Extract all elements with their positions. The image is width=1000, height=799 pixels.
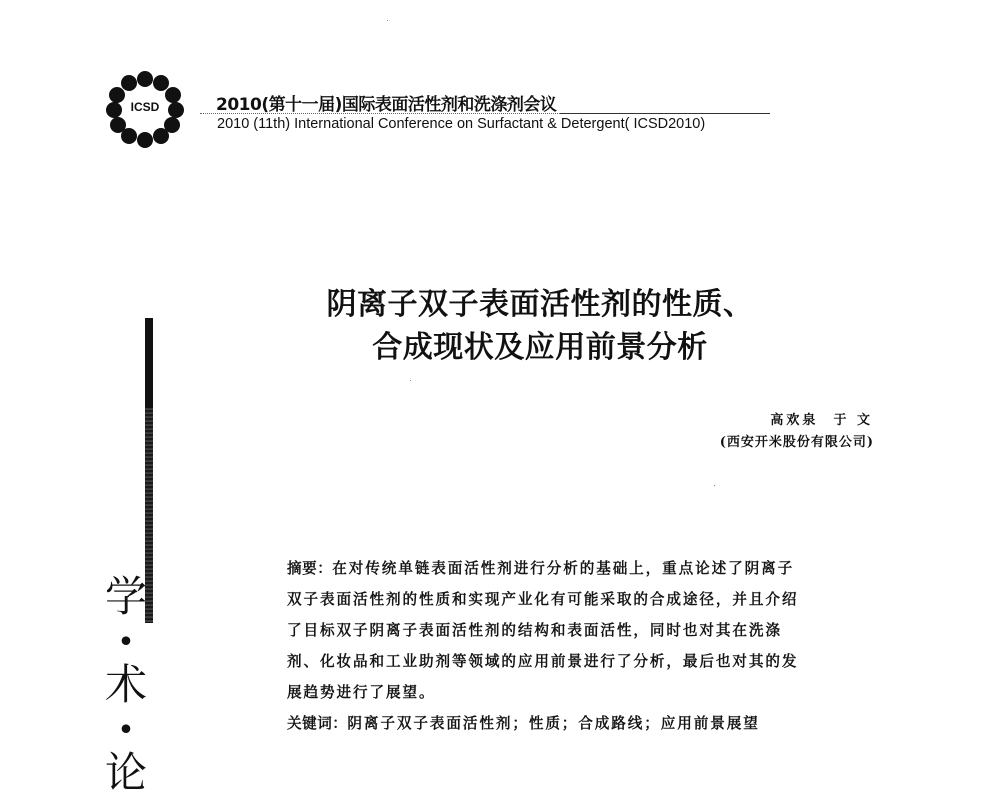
icsd-logo — [104, 70, 186, 148]
scan-speck — [714, 485, 715, 486]
side-label-char-3: 论 — [104, 748, 147, 797]
side-label-char-1: 学 — [104, 572, 147, 621]
abstract-block — [287, 553, 803, 739]
conference-title-en: 2010 (11th) International Conference on Surfactant & Detergent( ICSD2010) — [217, 116, 706, 132]
scan-speck — [387, 20, 388, 21]
logo-text: ICSD — [130, 100, 160, 114]
side-label-separator-2: • — [117, 713, 135, 748]
author-affiliation: (西安开米股份有限公司) — [719, 435, 874, 450]
conference-title-cn: 2010(第十一届)国际表面活性剂和洗涤剂会议 — [216, 95, 557, 115]
header-divider-solid — [560, 113, 770, 114]
author-names: 高欢泉 于 文 — [770, 413, 873, 428]
keywords-block — [287, 708, 803, 739]
paper-title-line-2: 合成现状及应用前景分析 — [372, 330, 708, 365]
section-vertical-label — [96, 572, 156, 799]
abstract-label: 摘要： — [287, 560, 333, 577]
side-vertical-bar-top — [145, 318, 153, 408]
abstract-text: 在对传统单链表面活性剂进行分析的基础上，重点论述了阴离子双子表面活性剂的性质和实现产业化有可能采取的合成途径，并且介绍了目标双子阴离子表面活性剂的结构和表面活性，同时也对其在洗涤剂、化妆品和工业助剂等领域的应用前景进行了分析，最后也对其的发展趋势进行了展望。 — [287, 560, 799, 701]
scan-speck — [410, 380, 411, 381]
keywords-text: 阴离子双子表面活性剂；性质；合成路线；应用前景展望 — [347, 715, 760, 732]
side-label-separator-1: • — [117, 625, 135, 660]
keywords-label: 关键词： — [287, 715, 348, 732]
side-label-char-2: 术 — [104, 660, 147, 709]
paper-title-line-1: 阴离子双子表面活性剂的性质、 — [326, 287, 754, 322]
